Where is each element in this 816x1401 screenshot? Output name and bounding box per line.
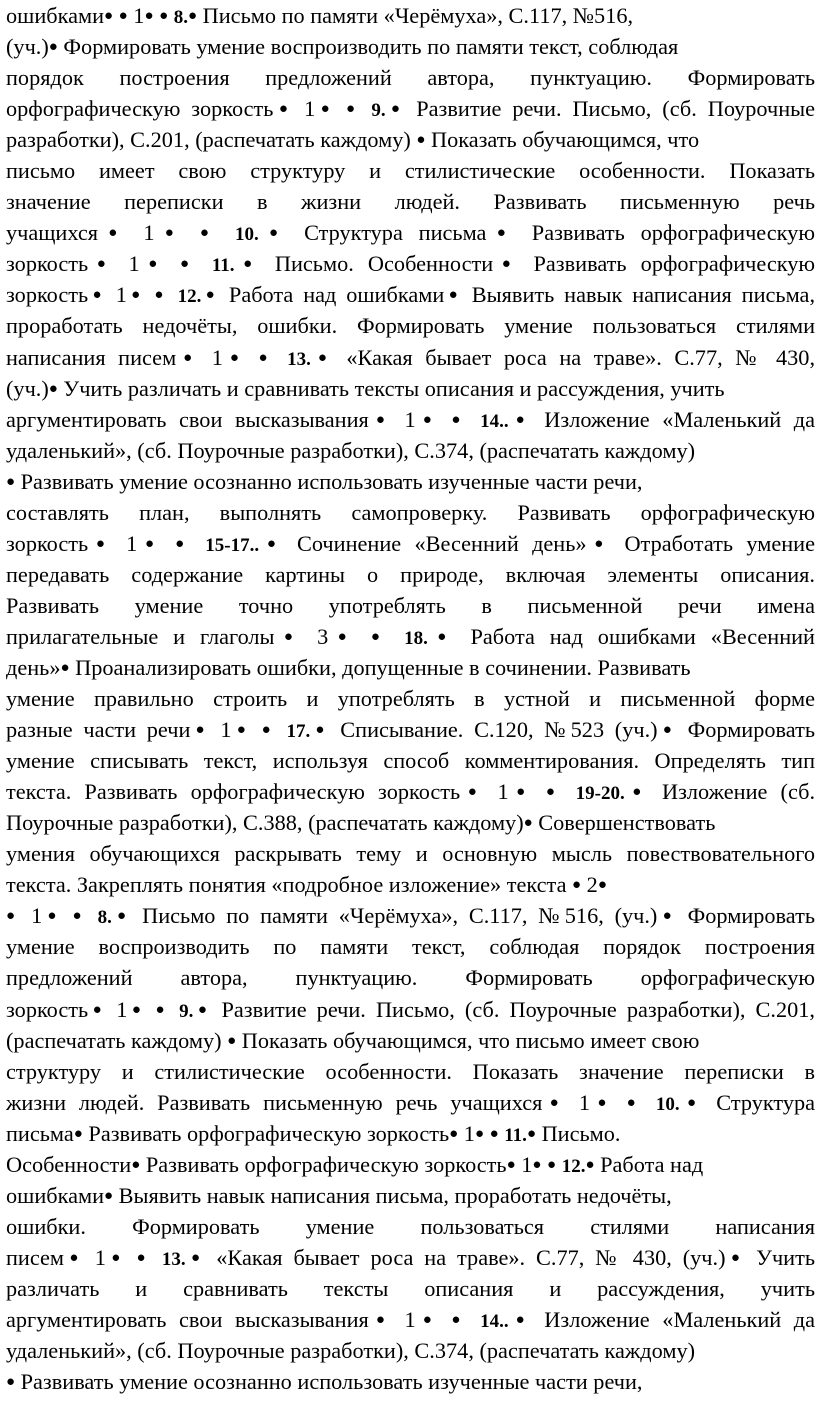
text-line: текста. Развивать орфографическую зоркость● 1● ● 19-20.● Изложение (сб.	[6, 779, 816, 805]
text-line: (уч.)● Учить различать и сравнивать тексты описания и рассуждения, учить	[6, 375, 725, 401]
text-line: Поурочные разработки), С.388, (распечатать каждому)● Совершенствовать	[6, 810, 716, 836]
text-line: написания писем● 1● ● 13.● «Какая бывает роса на траве». С.77, № 430,	[6, 344, 816, 370]
text-line: ● Развивать умение осознанно использовать изученные части речи,	[6, 468, 643, 494]
text-line: день»● Проанализировать ошибки, допущенные в сочинении. Развивать	[6, 654, 691, 680]
text-line: умение воспроизводить по памяти текст, соблюдая порядок построения	[6, 934, 815, 960]
text-line: письма● Развивать орфографическую зоркость● 1● ● 11.● Письмо.	[6, 1120, 621, 1146]
text-line: удаленький», (сб. Поурочные разработки), С.374, (распечатать каждому)	[6, 1338, 696, 1364]
text-line: зоркость● 1● ● 12.● Работа над ошибками● Выявить навык написания письма,	[6, 282, 816, 308]
text-line: аргументировать свои высказывания● 1● ● 14..● Изложение «Маленький да	[6, 1306, 816, 1332]
text-line: (уч.)● Формировать умение воспроизводить по памяти текст, соблюдая	[6, 34, 679, 60]
text-line: письмо имеет свою структуру и стилистические особенности. Показать	[6, 158, 815, 184]
text-line: ● 1● ● 8.● Письмо по памяти «Черёмуха», С.117, №516, (уч.)● Формировать	[6, 903, 816, 929]
text-line: зоркость● 1● ● 11.● Письмо. Особенности● Развивать орфографическую	[6, 251, 816, 277]
text-line: удаленький», (сб. Поурочные разработки), С.374, (распечатать каждому)	[6, 437, 696, 463]
text-line: структуру и стилистические особенности. Показать значение переписки в	[6, 1058, 815, 1084]
text-line: зоркость● 1● ● 15-17..● Сочинение «Весенний день»● Отработать умение	[6, 530, 816, 556]
text-line: порядок построения предложений автора, пунктуацию. Формировать	[6, 65, 815, 91]
text-line: проработать недочёты, ошибки. Формировать умение пользоваться стилями	[6, 313, 815, 339]
text-line: жизни людей. Развивать письменную речь учащихся● 1● ● 10.● Структура	[6, 1089, 816, 1115]
text-line: текста. Закреплять понятия «подробное изложение» текста ● 2●	[6, 872, 607, 898]
text-line: писем● 1● ● 13.● «Какая бывает роса на траве». С.77, № 430, (уч.)● Учить	[6, 1244, 816, 1270]
text-line: орфографическую зоркость● 1● ● 9.● Развитие речи. Письмо, (сб. Поурочные	[6, 96, 816, 122]
text-line: составлять план, выполнять самопроверку. Развивать орфографическую	[6, 499, 815, 525]
text-line: Развивать умение точно употреблять в письменной речи имена	[6, 592, 815, 618]
text-line: значение переписки в жизни людей. Развивать письменную речь	[6, 189, 815, 215]
text-line: ● Развивать умение осознанно использовать изученные части речи,	[6, 1369, 643, 1395]
text-line: умения обучающихся раскрывать тему и основную мысль повествовательного	[6, 841, 815, 867]
text-line: прилагательные и глаголы● 3● ● 18.● Работа над ошибками «Весенний	[6, 623, 815, 649]
text-line: Особенности● Развивать орфографическую зоркость● 1● ● 12.● Работа над	[6, 1151, 704, 1177]
text-line: предложений автора, пунктуацию. Формировать орфографическую	[6, 965, 815, 991]
text-line: ошибки. Формировать умение пользоваться стилями написания	[6, 1213, 815, 1239]
text-line: передавать содержание картины о природе, включая элементы описания.	[6, 561, 815, 587]
text-line: умение списывать текст, используя способ комментирования. Определять тип	[6, 748, 815, 774]
text-line: (распечатать каждому) ● Показать обучающимся, что письмо имеет свою	[6, 1027, 700, 1053]
text-line: разработки), С.201, (распечатать каждому) ● Показать обучающимся, что	[6, 127, 700, 153]
text-line: разные части речи● 1● ● 17.● Списывание. С.120, №523 (уч.)● Формировать	[6, 717, 816, 743]
text-line: аргументировать свои высказывания● 1● ● 14..● Изложение «Маленький да	[6, 406, 816, 432]
text-line: зоркость● 1● ● 9.● Развитие речи. Письмо, (сб. Поурочные разработки), С.201,	[6, 996, 815, 1022]
text-line: учащихся● 1● ● 10.● Структура письма● Развивать орфографическую	[6, 220, 815, 246]
text-line: ошибками● ● 1● ● 8.● Письмо по памяти «Черёмуха», С.117, №516,	[6, 3, 634, 28]
text-line: умение правильно строить и употреблять в устной и письменной форме	[6, 686, 815, 712]
text-line: различать и сравнивать тексты описания и рассуждения, учить	[6, 1275, 815, 1301]
text-line: ошибками● Выявить навык написания письма, проработать недочёты,	[6, 1182, 672, 1208]
